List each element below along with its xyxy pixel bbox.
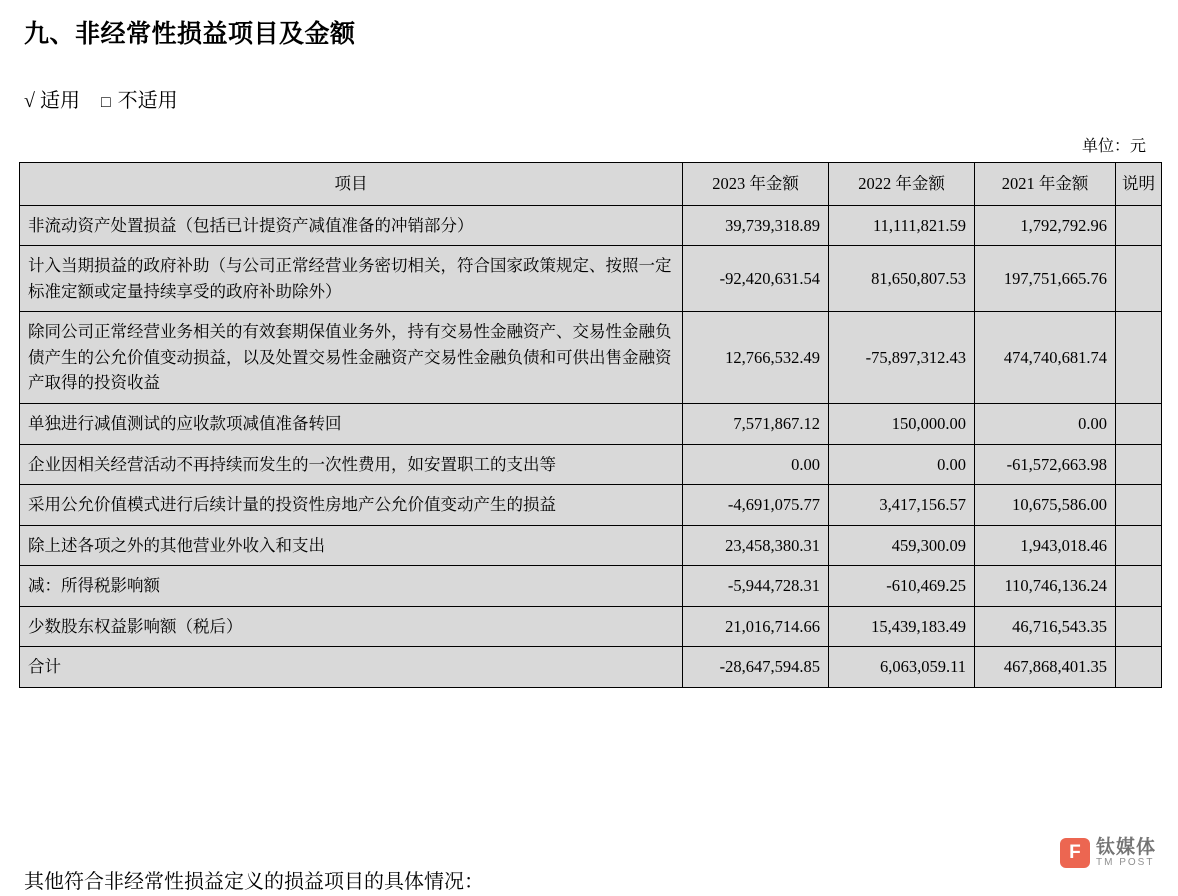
- footer-text: 其他符合非经常性损益定义的损益项目的具体情况：: [24, 871, 484, 893]
- row-value-2022: 81,650,807.53: [829, 246, 975, 312]
- row-value-2023: -92,420,631.54: [683, 246, 829, 312]
- table-row: [20, 444, 1162, 485]
- row-item-label: 采用公允价值模式进行后续计量的投资性房地产公允价值变动产生的损益: [20, 485, 683, 526]
- row-note: [1116, 246, 1162, 312]
- watermark: [1060, 838, 1156, 868]
- row-value-2022: -75,897,312.43: [829, 312, 975, 404]
- row-item-label: 合计: [20, 647, 683, 688]
- row-value-2021: 197,751,665.76: [975, 246, 1116, 312]
- row-value-2022: 459,300.09: [829, 525, 975, 566]
- table-header-row: [20, 163, 1162, 206]
- row-value-2023: 21,016,714.66: [683, 606, 829, 647]
- not-applicable-checkbox[interactable]: □: [100, 94, 111, 111]
- table-row: [20, 566, 1162, 607]
- table-row: [20, 606, 1162, 647]
- row-value-2023: 39,739,318.89: [683, 205, 829, 246]
- row-item-label: 计入当期损益的政府补助（与公司正常经营业务密切相关，符合国家政策规定、按照一定标准定额或定量持续享受的政府补助除外）: [20, 246, 683, 312]
- row-value-2023: 12,766,532.49: [683, 312, 829, 404]
- row-note: [1116, 485, 1162, 526]
- watermark-text: [1096, 838, 1156, 868]
- applicability-line: [24, 84, 1160, 113]
- row-note: [1116, 312, 1162, 404]
- row-value-2021: 0.00: [975, 403, 1116, 444]
- column-header-2021: 2021 年金额: [975, 163, 1116, 206]
- applicable-label: 适用: [39, 90, 80, 112]
- table-row: [20, 312, 1162, 404]
- row-value-2022: 150,000.00: [829, 403, 975, 444]
- row-note: [1116, 525, 1162, 566]
- non-recurring-gains-losses-table: [19, 162, 1162, 688]
- row-value-2021: 46,716,543.35: [975, 606, 1116, 647]
- column-header-2022: 2022 年金额: [829, 163, 975, 206]
- watermark-en-label: TM POST: [1095, 856, 1155, 868]
- row-note: [1116, 566, 1162, 607]
- row-note: [1116, 403, 1162, 444]
- row-value-2022: 15,439,183.49: [829, 606, 975, 647]
- row-value-2022: 3,417,156.57: [829, 485, 975, 526]
- row-value-2021: 474,740,681.74: [975, 312, 1116, 404]
- row-value-2023: -4,691,075.77: [683, 485, 829, 526]
- row-value-2023: 0.00: [683, 444, 829, 485]
- not-applicable-label: 不适用: [117, 90, 178, 112]
- row-value-2023: 23,458,380.31: [683, 525, 829, 566]
- row-item-label: 除同公司正常经营业务相关的有效套期保值业务外，持有交易性金融资产、交易性金融负债产生的公允价值变动损益，以及处置交易性金融资产交易性金融负债和可供出售金融资产取得的投资收益: [20, 312, 683, 404]
- unit-note: 单位：元: [1081, 138, 1146, 155]
- row-note: [1116, 606, 1162, 647]
- row-item-label: 企业因相关经营活动不再持续而发生的一次性费用，如安置职工的支出等: [20, 444, 683, 485]
- row-value-2022: 11,111,821.59: [829, 205, 975, 246]
- row-value-2023: 7,571,867.12: [683, 403, 829, 444]
- row-value-2021: 10,675,586.00: [975, 485, 1116, 526]
- row-value-2023: -28,647,594.85: [683, 647, 829, 688]
- table-row: [20, 485, 1162, 526]
- row-value-2022: 0.00: [829, 444, 975, 485]
- row-item-label: 少数股东权益影响额（税后）: [20, 606, 683, 647]
- row-value-2021: 467,868,401.35: [975, 647, 1116, 688]
- column-header-note: 说明: [1116, 163, 1162, 206]
- row-value-2023: -5,944,728.31: [683, 566, 829, 607]
- table-row: [20, 525, 1162, 566]
- column-header-2023: 2023 年金额: [683, 163, 829, 206]
- document-page: [0, 14, 1178, 896]
- row-value-2021: 1,943,018.46: [975, 525, 1116, 566]
- table-row-total: [20, 647, 1162, 688]
- applicable-check-mark[interactable]: √: [24, 90, 35, 112]
- row-value-2021: 110,746,136.24: [975, 566, 1116, 607]
- row-value-2021: 1,792,792.96: [975, 205, 1116, 246]
- row-item-label: 单独进行减值测试的应收款项减值准备转回: [20, 403, 683, 444]
- row-item-label: 减：所得税影响额: [20, 566, 683, 607]
- watermark-cn-label: 钛媒体: [1095, 836, 1156, 858]
- row-item-label: 除上述各项之外的其他营业外收入和支出: [20, 525, 683, 566]
- row-item-label: 非流动资产处置损益（包括已计提资产减值准备的冲销部分）: [20, 205, 683, 246]
- table-row: [20, 205, 1162, 246]
- table-row: [20, 403, 1162, 444]
- watermark-logo-icon: F: [1060, 838, 1090, 868]
- row-value-2022: 6,063,059.11: [829, 647, 975, 688]
- page-title: 九、非经常性损益项目及金额: [24, 21, 356, 48]
- row-note: [1116, 205, 1162, 246]
- table-row: [20, 246, 1162, 312]
- row-note: [1116, 647, 1162, 688]
- row-value-2022: -610,469.25: [829, 566, 975, 607]
- row-note: [1116, 444, 1162, 485]
- row-value-2021: -61,572,663.98: [975, 444, 1116, 485]
- column-header-item: 项目: [20, 163, 683, 206]
